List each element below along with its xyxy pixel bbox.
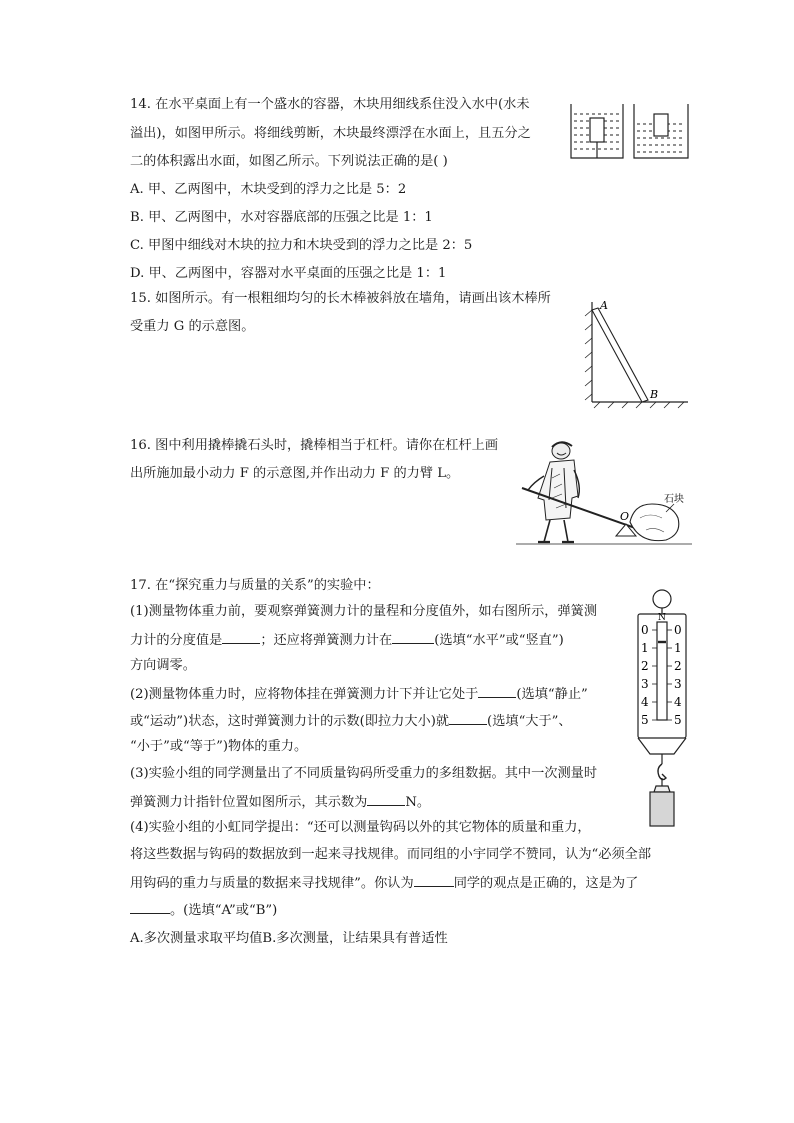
- q17-p4-text-b: 同学的观点是正确的，这是为了: [453, 876, 639, 891]
- q17-p4-line-1: (4)实验小组的小虹同学提出：“还可以测量钩码以外的其它物体的质量和重力，: [130, 820, 591, 835]
- tick-left-3: 3: [641, 677, 649, 691]
- q17-p3-line-1: (3)实验小组的同学测量出了不同质量钩码所受重力的多组数据。其中一次测量时: [130, 766, 598, 781]
- hook-weight: [650, 792, 674, 826]
- q14-line-1: 14. 在水平桌面上有一个盛水的容器，木块用细线系住没入水中(水未: [130, 97, 530, 112]
- tick-left-0: 0: [641, 623, 649, 637]
- rod-label-a: A: [600, 299, 608, 312]
- tick-left-4: 4: [641, 695, 649, 709]
- scale-top-ring: [653, 590, 671, 608]
- q17-p1-line-3: 方向调零。: [130, 658, 196, 673]
- q14-line-2: 溢出)，如图甲所示。将细线剪断，木块最终漂浮在水面上，且五分之: [130, 126, 531, 141]
- q17-p2-line-3: “小于”或“等于”)物体的重力。: [130, 739, 308, 754]
- q14-option-c: C. 甲图中细线对木块的拉力和木块受到的浮力之比是 2：5: [130, 238, 473, 253]
- q17-p1-text-b: ；还应将弹簧测力计在: [260, 633, 393, 648]
- rod-label-b: B: [650, 388, 659, 401]
- q17-p1-line-1: (1)测量物体重力前，要观察弹簧测力计的量程和分度值外，如右图所示，弹簧测: [130, 604, 598, 619]
- tick-left-1: 1: [641, 641, 649, 655]
- answer-blank-5[interactable]: [367, 791, 405, 806]
- q14-line-3: 二的体积露出水面，如图乙所示。下列说法正确的是( ): [130, 154, 448, 169]
- answer-blank-4[interactable]: [449, 710, 487, 725]
- answer-blank-6[interactable]: [414, 872, 454, 887]
- tick-right-2: 2: [674, 659, 682, 673]
- scale-hook: [658, 764, 666, 780]
- tick-right-0: 0: [674, 623, 682, 637]
- q17-p2-line-2: [130, 710, 572, 732]
- container-jia: [571, 104, 623, 158]
- q17-p4-line-2: 将这些数据与钩码的数据放到一起来寻找规律。而同组的小宇同学不赞同，认为“必须全部: [130, 847, 652, 862]
- q17-p3-text-b: N。: [405, 795, 431, 810]
- q17-choices: A.多次测量求取平均值B.多次测量，让结果具有普适性: [130, 931, 448, 946]
- q14-option-b: B. 甲、乙两图中，水对容器底部的压强之比是 1：1: [130, 210, 433, 225]
- q17-p2-text-d: (选填“大于”、: [487, 714, 572, 729]
- spring-scale-figure: [630, 586, 692, 832]
- q14-option-d: D. 甲、乙两图中，容器对水平桌面的压强之比是 1：1: [130, 266, 447, 281]
- container-yi: [634, 104, 688, 158]
- wooden-rod: [592, 308, 648, 402]
- q17-p1-line-2: [130, 629, 564, 651]
- pivot-label-o: O: [620, 510, 630, 523]
- tick-right-3: 3: [674, 677, 682, 691]
- q14-containers-figure: [568, 100, 692, 162]
- tick-left-2: 2: [641, 659, 649, 673]
- q16-line-1: 16. 图中利用撬棒撬石头时，撬棒相当于杠杆。请你在杠杆上画: [130, 438, 499, 453]
- rock: [630, 504, 679, 541]
- q17-title: 17. 在“探究重力与质量的关系”的实验中：: [130, 578, 380, 593]
- q17-p2-text-c: 或“运动”)状态，这时弹簧测力计的示数(即拉力大小)就: [130, 714, 450, 729]
- q17-p3-text-a: 弹簧测力计指针位置如图所示，其示数为: [130, 795, 368, 810]
- q17-p1-text-a: 力计的分度值是: [130, 633, 223, 648]
- tick-right-1: 1: [674, 641, 682, 655]
- tick-right-4: 4: [674, 695, 682, 709]
- q15-line-1: 15. 如图所示。有一根粗细均匀的长木棒被斜放在墙角，请画出该木棒所: [130, 291, 551, 306]
- q16-line-2: 出所施加最小动力 F 的示意图,并作出动力 F 的力臂 L。: [130, 466, 460, 481]
- q17-p3-line-2: [130, 791, 430, 813]
- scale-unit-label: N: [658, 613, 666, 623]
- tick-right-5: 5: [674, 713, 682, 727]
- scale-slot: [657, 622, 667, 720]
- q17-p1-text-c: (选填“水平”或“竖直”): [434, 633, 564, 648]
- answer-blank-7[interactable]: [130, 899, 170, 914]
- q17-p2-text-b: (选填“静止”: [516, 687, 588, 702]
- q15-rod-figure: [580, 296, 692, 410]
- q17-p4-text-c: 。(选填“A”或“B”): [170, 903, 278, 918]
- answer-blank-3[interactable]: [478, 683, 516, 698]
- q16-lever-figure: [516, 438, 694, 550]
- q17-p4-text-a: 用钩码的重力与质量的数据来寻找规律”。你认为: [130, 876, 414, 891]
- q15-line-2: 受重力 G 的示意图。: [130, 319, 255, 334]
- q17-p4-line-3: [130, 872, 638, 894]
- answer-blank-2[interactable]: [392, 629, 434, 644]
- q17-p2-text-a: (2)测量物体重力时，应将物体挂在弹簧测力计下并让它处于: [130, 687, 479, 702]
- tick-left-5: 5: [641, 713, 649, 727]
- rock-label: 石块: [664, 494, 684, 505]
- answer-blank-1[interactable]: [222, 629, 260, 644]
- q17-p4-line-4: [130, 899, 277, 921]
- q17-p2-line-1: [130, 683, 588, 705]
- q14-option-a: A. 甲、乙两图中，木块受到的浮力之比是 5：2: [130, 182, 407, 197]
